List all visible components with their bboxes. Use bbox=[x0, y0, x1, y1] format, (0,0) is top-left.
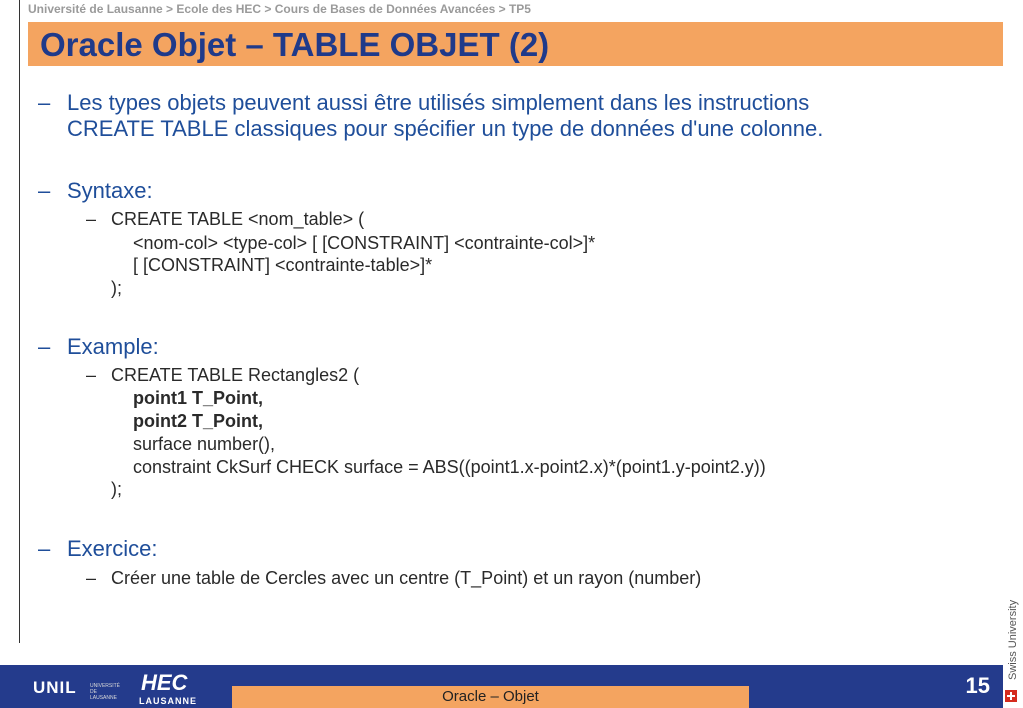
exercise-line: Créer une table de Cercles avec un centre (T_Point) et un rayon (number) bbox=[111, 568, 702, 588]
page-title: Oracle Objet – TABLE OBJET (2) bbox=[40, 26, 550, 63]
bullet-dash: – bbox=[38, 334, 51, 359]
example-line: point2 T_Point, bbox=[133, 411, 263, 431]
syntax-line: [ [CONSTRAINT] <contrainte-table>]* bbox=[133, 255, 433, 275]
bullet-dash: – bbox=[38, 536, 51, 561]
unil-logo: UNIL bbox=[33, 678, 77, 697]
sub-bullet-dash: – bbox=[86, 209, 97, 229]
syntax-heading: Syntaxe: bbox=[67, 178, 153, 203]
intro-line-2: CREATE TABLE classiques pour spécifier un type de données d'une colonne. bbox=[67, 116, 824, 141]
exercise-heading: Exercice: bbox=[67, 536, 158, 561]
example-heading: Example: bbox=[67, 334, 159, 359]
syntax-line: <nom-col> <type-col> [ [CONSTRAINT] <contrainte-col>]* bbox=[133, 233, 596, 253]
hec-logo-caption: LAUSANNE bbox=[139, 696, 198, 706]
breadcrumb: Université de Lausanne > Ecole des HEC > Cours de Bases de Données Avancées > TP5 bbox=[28, 2, 531, 16]
example-line: point1 T_Point, bbox=[133, 388, 263, 408]
page-number: 15 bbox=[965, 673, 990, 698]
bullet-dash: – bbox=[38, 90, 51, 115]
unil-caption-line: UNIVERSITÉ bbox=[90, 683, 121, 689]
intro-line-1: Les types objets peuvent aussi être utilisés simplement dans les instructions bbox=[67, 90, 810, 115]
unil-logo-caption bbox=[90, 683, 120, 701]
syntax-line: ); bbox=[111, 278, 122, 298]
example-line: constraint CkSurf CHECK surface = ABS((point1.x-point2.x)*(point1.y-point2.y)) bbox=[133, 457, 766, 477]
example-line: CREATE TABLE Rectangles2 ( bbox=[111, 365, 360, 385]
example-line: ); bbox=[111, 479, 122, 499]
syntax-line: CREATE TABLE <nom_table> ( bbox=[111, 209, 365, 229]
sub-bullet-dash: – bbox=[86, 568, 97, 588]
unil-caption-line: DE bbox=[90, 689, 97, 695]
swiss-flag-icon bbox=[1005, 690, 1017, 702]
bullet-dash: – bbox=[38, 178, 51, 203]
swiss-university-text: Swiss University bbox=[1007, 599, 1019, 680]
footer-slide-title: Oracle – Objet bbox=[442, 688, 539, 705]
hec-logo: HEC bbox=[141, 670, 188, 695]
left-rule bbox=[19, 0, 20, 643]
unil-caption-line: LAUSANNE bbox=[90, 695, 117, 701]
example-line: surface number(), bbox=[133, 434, 276, 454]
sub-bullet-dash: – bbox=[86, 365, 97, 385]
